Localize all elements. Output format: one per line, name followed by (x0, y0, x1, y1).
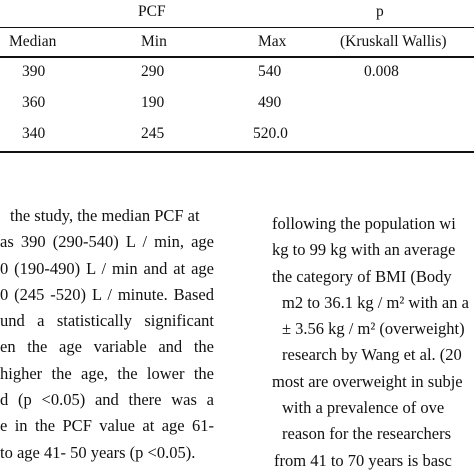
body-text-line: with a prevalence of ove (282, 398, 445, 418)
table-cell: 490 (258, 94, 282, 111)
body-text-line: most are overweight in subje (272, 371, 463, 391)
body-text-line: kg to 99 kg with an average (272, 240, 456, 260)
column-header-min: Min (141, 33, 167, 50)
table-cell: 540 (258, 63, 282, 80)
body-text-line: higher the age, the lower the (0, 363, 214, 383)
body-text-line: e in the PCF value at age 61- (0, 416, 214, 436)
body-text-line: from 41 to 70 years is basc (274, 450, 452, 470)
body-text-line: ± 3.56 kg / m² (overweight) (282, 319, 465, 339)
header-bottom-rule (0, 56, 474, 58)
body-text-line: 0 (190-490) L / min and at age (0, 258, 214, 278)
p-value-header: p (376, 3, 384, 20)
left-body-column (0, 203, 214, 466)
table-cell: 290 (141, 63, 165, 80)
body-text-line: d (p <0.05) and there was a (0, 390, 214, 410)
body-text-line: as 390 (290-540) L / min, age (0, 232, 214, 252)
table-cell: 360 (22, 94, 46, 111)
table-cell: 190 (141, 94, 165, 111)
table-cell: 0.008 (364, 63, 399, 80)
body-text-line: m2 to 36.1 kg / m² with an a (282, 292, 469, 312)
table-cell: 390 (22, 63, 46, 80)
body-text-line: en the age variable and the (0, 337, 214, 357)
body-text-line: the category of BMI (Body (272, 266, 452, 286)
table-cell: 245 (141, 125, 165, 142)
column-header-max: Max (258, 33, 287, 50)
body-text-line: following the population wi (272, 214, 456, 233)
body-text-line: und a statistically significant (0, 311, 214, 331)
column-header-median: Median (9, 33, 57, 50)
body-text-line: to age 41- 50 years (p <0.05). (0, 442, 196, 462)
body-text-line: reason for the researchers (282, 424, 452, 444)
pcf-group-header: PCF (138, 3, 166, 20)
table-cell: 340 (22, 125, 46, 142)
table-cell: 520.0 (253, 125, 288, 142)
table-bottom-rule (0, 151, 474, 153)
pcf-group-rule (0, 27, 474, 28)
right-body-column (272, 211, 474, 474)
column-header-kruskall-wallis: (Kruskall Wallis) (340, 33, 447, 50)
body-text-line: the study, the median PCF at (10, 206, 200, 225)
body-text-line: research by Wang et al. (20 (282, 345, 462, 365)
body-text-line: 0 (245 -520) L / minute. Based (0, 284, 214, 304)
